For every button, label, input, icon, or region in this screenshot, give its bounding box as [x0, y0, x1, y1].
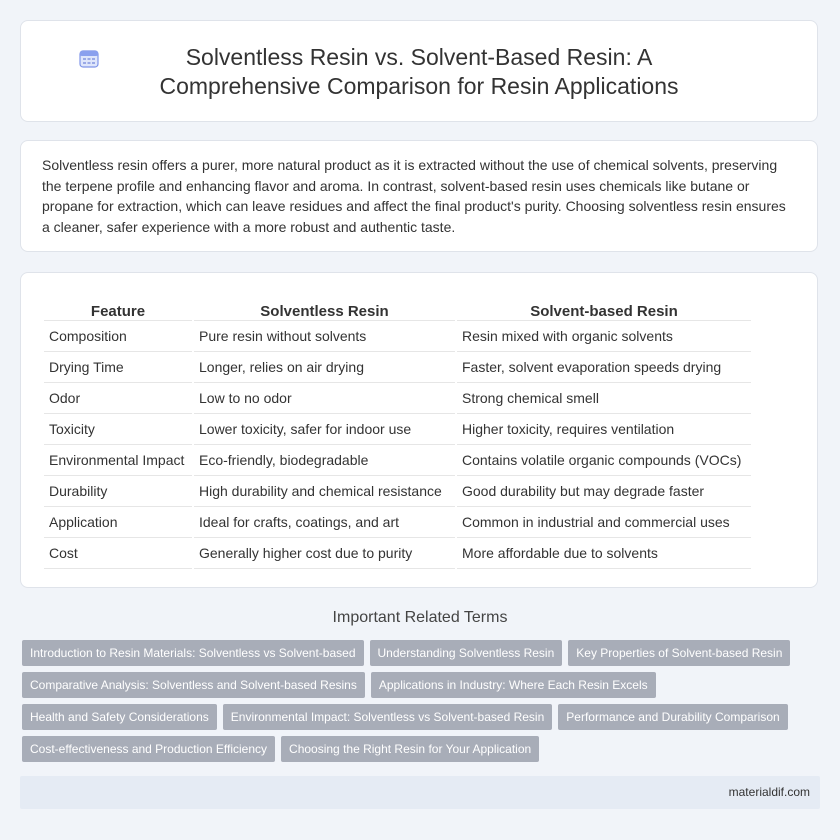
related-term-link[interactable]: Environmental Impact: Solventless vs Solvent-based Resin	[223, 704, 552, 730]
table-row	[44, 352, 751, 383]
table-cell: Low to no odor	[194, 383, 455, 414]
related-term-link[interactable]: Performance and Durability Comparison	[558, 704, 787, 730]
table-cell: More affordable due to solvents	[457, 538, 751, 569]
table-cell: Environmental Impact	[44, 445, 192, 476]
comparison-card	[20, 272, 818, 588]
footer-site-link[interactable]: materialdif.com	[728, 785, 810, 799]
table-cell: Longer, relies on air drying	[194, 352, 455, 383]
column-header: Feature	[44, 295, 192, 321]
table-cell: Pure resin without solvents	[194, 321, 455, 352]
table-cell: Generally higher cost due to purity	[194, 538, 455, 569]
related-term-link[interactable]: Health and Safety Considerations	[22, 704, 217, 730]
table-cell: Drying Time	[44, 352, 192, 383]
page-title: Solventless Resin vs. Solvent-Based Resin: A Comprehensive Comparison for Resin Applications	[159, 44, 679, 99]
table-cell: Contains volatile organic compounds (VOCs)	[457, 445, 751, 476]
table-cell: Common in industrial and commercial uses	[457, 507, 751, 538]
intro-paragraph: Solventless resin offers a purer, more natural product as it is extracted without the use of chemical solvents, preserving the terpene profile and enhancing flavor and aroma. In contrast, solvent-based resin uses chemicals like butane or propane for extraction, which can leave residues and affect the final product's purity. Choosing solventless resin ensures a cleaner, safer experience with a more robust and authentic taste.	[42, 157, 786, 235]
related-term-link[interactable]: Applications in Industry: Where Each Resin Excels	[371, 672, 656, 698]
title-card	[20, 20, 818, 122]
column-header: Solventless Resin	[194, 295, 455, 321]
table-cell: Higher toxicity, requires ventilation	[457, 414, 751, 445]
table-row	[44, 538, 751, 569]
related-terms-title: Important Related Terms	[332, 609, 508, 626]
column-header: Solvent-based Resin	[457, 295, 751, 321]
table-cell: Strong chemical smell	[457, 383, 751, 414]
footer	[20, 776, 820, 809]
table-cell: Durability	[44, 476, 192, 507]
table-cell: Resin mixed with organic solvents	[457, 321, 751, 352]
intro-card	[20, 140, 818, 252]
table-row	[44, 383, 751, 414]
table-cell: Odor	[44, 383, 192, 414]
table-row	[44, 507, 751, 538]
table-cell: Application	[44, 507, 192, 538]
table-row	[44, 445, 751, 476]
related-terms-list	[22, 640, 812, 762]
table-cell: High durability and chemical resistance	[194, 476, 455, 507]
table-cell: Ideal for crafts, coatings, and art	[194, 507, 455, 538]
table-row	[44, 414, 751, 445]
table-cell: Good durability but may degrade faster	[457, 476, 751, 507]
table-cell: Faster, solvent evaporation speeds drying	[457, 352, 751, 383]
table-cell: Cost	[44, 538, 192, 569]
comparison-table	[42, 295, 753, 569]
related-term-link[interactable]: Comparative Analysis: Solventless and Solvent-based Resins	[22, 672, 365, 698]
table-cell: Lower toxicity, safer for indoor use	[194, 414, 455, 445]
table-header-row	[44, 295, 751, 321]
table-cell: Toxicity	[44, 414, 192, 445]
related-term-link[interactable]: Key Properties of Solvent-based Resin	[568, 640, 790, 666]
related-term-link[interactable]: Choosing the Right Resin for Your Application	[281, 736, 539, 762]
related-term-link[interactable]: Introduction to Resin Materials: Solventless vs Solvent-based	[22, 640, 364, 666]
table-row	[44, 321, 751, 352]
related-term-link[interactable]: Understanding Solventless Resin	[370, 640, 563, 666]
related-term-link[interactable]: Cost-effectiveness and Production Efficiency	[22, 736, 275, 762]
table-row	[44, 476, 751, 507]
table-cell: Eco-friendly, biodegradable	[194, 445, 455, 476]
table-cell: Composition	[44, 321, 192, 352]
